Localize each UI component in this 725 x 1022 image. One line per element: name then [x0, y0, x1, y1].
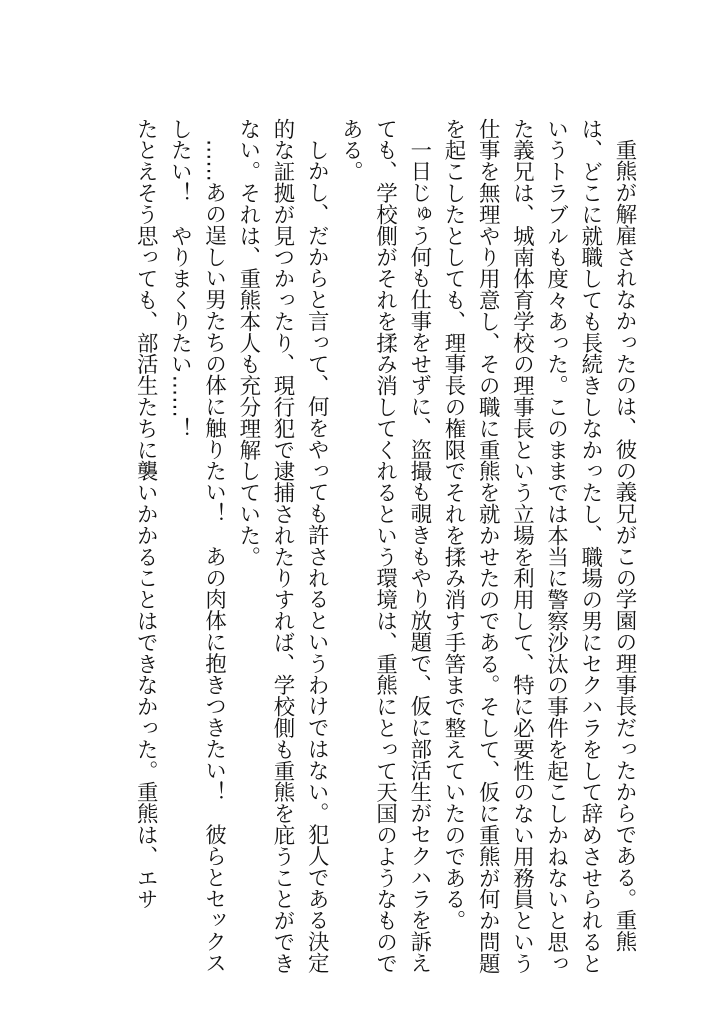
paragraph-3: しかし、だからと言って、何をやっても許されるというわけではない。犯人である決定的な証拠が見つかったり、現行犯で逮捕されたりすれば、学校側も重熊を庇うことができない。それは、重熊本人も充分理解していた。	[235, 118, 330, 974]
paragraph-4: ……あの逞しい男たちの体に触りたい！ あの肉体に抱きつきたい！ 彼らとセックスしたい！ やりまくりたい……！	[167, 118, 227, 974]
paragraph-2: 一日じゅう何も仕事をせずに、盗撮も覗きもやり放題で、仮に部活生がセクハラを訴えても、学校側がそれを揉み消してくれるという環境は、重熊にとって天国のようなものである。	[338, 118, 432, 974]
paragraph-1: 重熊が解雇されなかったのは、彼の義兄がこの学園の理事長だったからである。重熊は、どこに就職しても長続きしなかったし、職場の男にセクハラをして辞めさせられるというトラブルも度々あった。このままでは本当に警察沙汰の事件を起こしかねないと思った義兄は、城南体育学校の理事長という立場を利用して、特に必要性のない用務員という仕事を無理やり用意し、その職に重熊を就かせたのである。そして、仮に重熊が何か問題を起こしたとしても、理事長の権限でそれを揉み消す手筈まで整えていたのである。	[440, 118, 637, 974]
vertical-text-body	[128, 118, 641, 978]
paragraph-5: たとえそう思っても、部活生たちに襲いかかることはできなかった。重熊は、エサ	[133, 118, 159, 910]
